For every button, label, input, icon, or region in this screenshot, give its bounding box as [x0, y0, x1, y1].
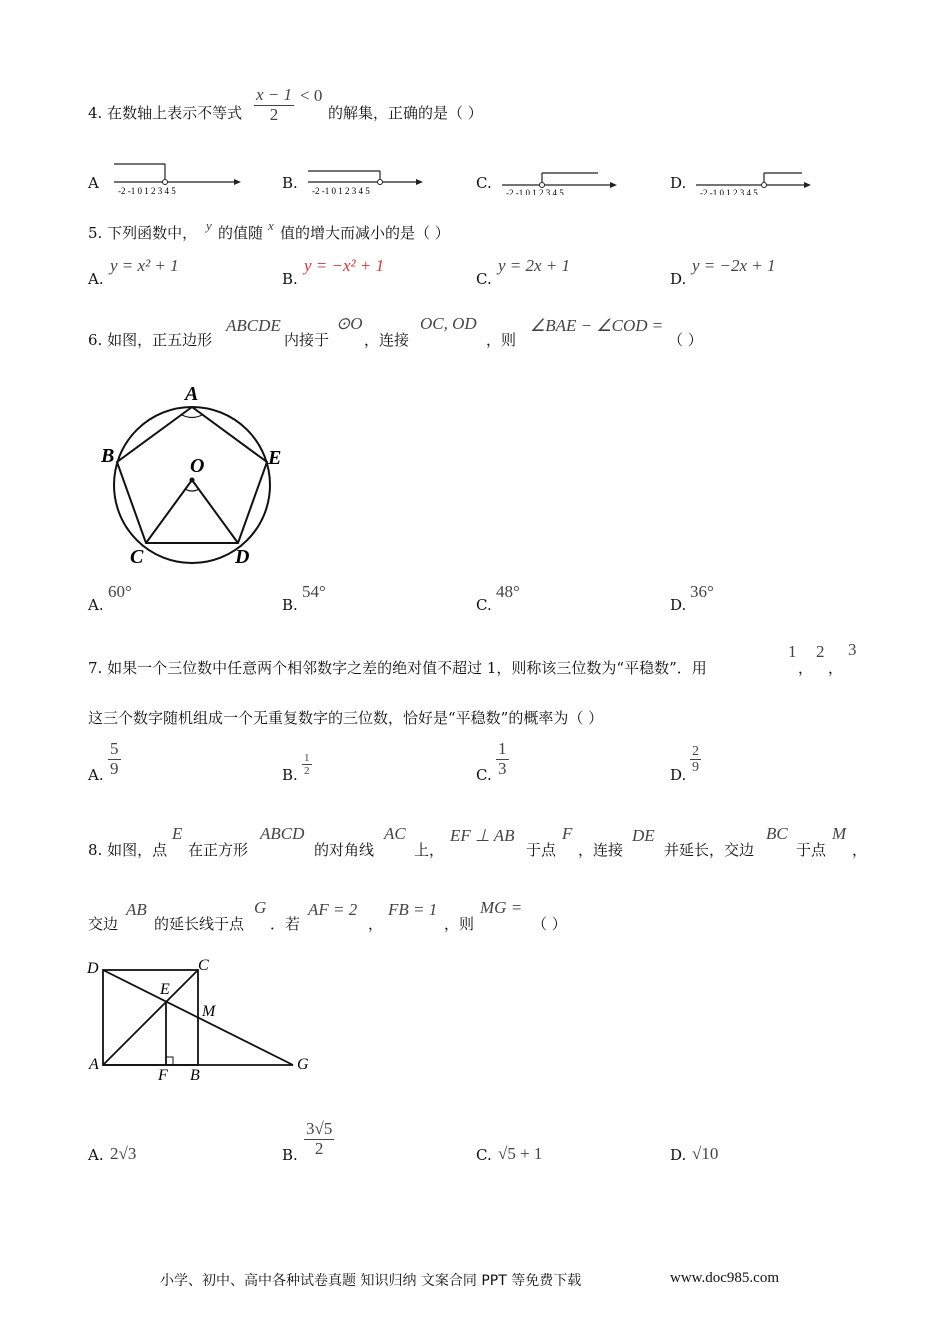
- q4-inequality: < 0: [300, 86, 323, 105]
- sq-label-B: B: [190, 1067, 200, 1084]
- q7-option-d-label: D.: [670, 766, 687, 784]
- label-C: C: [130, 546, 144, 568]
- q7-option-c-label: C.: [476, 766, 492, 784]
- question-7: [88, 640, 878, 730]
- q8-s3: 的对角线: [314, 841, 375, 859]
- q8-s5: 于点: [526, 841, 557, 859]
- q7-option-a[interactable]: [88, 740, 268, 784]
- q5-option-d-expr: y = −2x + 1: [692, 256, 776, 275]
- q5-var-y: y: [206, 218, 212, 233]
- q8-s8: 于点: [796, 841, 827, 859]
- sq-label-G: G: [297, 1056, 309, 1073]
- question-6: [88, 312, 888, 352]
- q7-option-a-label: A.: [88, 766, 104, 784]
- q6-polygon: ABCDE: [226, 316, 281, 335]
- q6-option-a-label: A.: [88, 596, 104, 614]
- circumcircle: [114, 407, 270, 563]
- q8-s6: ，连接: [578, 841, 624, 859]
- ticks-a: -2 -1 0 1 2 3 4 5: [118, 186, 176, 195]
- label-E: E: [268, 447, 282, 469]
- q5-option-c-label: C.: [476, 270, 492, 288]
- q7-number-3: 3: [848, 640, 857, 659]
- label-D: D: [235, 546, 250, 568]
- footer-text: 小学、初中、高中各种试卷真题 知识归纳 文案合同 PPT 等免费下载: [160, 1273, 582, 1289]
- q7-option-c[interactable]: [476, 740, 656, 784]
- number-line-c: [498, 155, 648, 195]
- q7-number-2: 2: [816, 642, 825, 661]
- q8-t3: ．若: [270, 915, 301, 933]
- q8-t4: ，: [368, 915, 384, 933]
- pentagon-figure: [95, 378, 305, 573]
- q6-circle: ⊙O: [336, 314, 363, 333]
- q8-perp: EF ⊥ AB: [450, 826, 515, 845]
- q8-s1: 8. 如图，点: [88, 841, 168, 859]
- q8-FB: FB = 1: [388, 900, 438, 919]
- q4-frac-den: 2: [269, 104, 279, 124]
- q6-option-b-value: 54°: [302, 582, 326, 601]
- q8-t5: ，则: [444, 915, 475, 933]
- q8-option-b-den: 2: [314, 1138, 324, 1158]
- footer-url[interactable]: www.doc985.com: [670, 1270, 780, 1286]
- q8-AF: AF = 2: [308, 900, 358, 919]
- q4-option-a-label: A: [88, 174, 99, 192]
- q8-AC: AC: [384, 824, 406, 843]
- q8-square: ABCD: [260, 824, 305, 843]
- q4-option-b-label: B.: [282, 174, 298, 192]
- number-line-b: [304, 155, 454, 195]
- q5-option-b-expr: y = −x² + 1: [304, 256, 385, 275]
- q6-stem-e: （ ）: [668, 331, 703, 349]
- q8-option-d-label: D.: [670, 1146, 687, 1164]
- q5-stem-c: 值的增大而减小的是（ ）: [280, 224, 450, 242]
- label-A: A: [185, 383, 199, 405]
- q5-option-a-label: A.: [88, 270, 104, 288]
- q8-E: E: [172, 824, 183, 843]
- q8-option-d-expr: √10: [692, 1144, 719, 1163]
- sq-label-D: D: [87, 960, 99, 977]
- number-line-a: [110, 155, 260, 195]
- q8-G: G: [254, 898, 267, 917]
- q5-option-d[interactable]: [670, 256, 850, 290]
- q8-F: F: [562, 824, 573, 843]
- q8-MG: MG =: [480, 898, 523, 917]
- label-B: B: [101, 445, 115, 467]
- q7-option-b-label: B.: [282, 766, 298, 784]
- q8-option-b[interactable]: [282, 1120, 462, 1170]
- q8-option-d[interactable]: [670, 1120, 850, 1170]
- q8-option-a[interactable]: [88, 1120, 268, 1170]
- q7-option-c-num: 1: [498, 739, 507, 758]
- q6-option-b-label: B.: [282, 596, 298, 614]
- number-line-d: [692, 155, 842, 195]
- label-O: O: [190, 455, 205, 477]
- sq-label-E: E: [160, 981, 170, 998]
- q8-option-b-num: 3√5: [306, 1119, 333, 1138]
- q8-t2: 的延长线于点: [154, 915, 245, 933]
- q7-option-d-num: 2: [692, 744, 699, 759]
- q7-option-b-num: 1: [304, 752, 310, 764]
- q4-option-c[interactable]: [476, 155, 646, 195]
- q4-fraction: [254, 86, 294, 124]
- q5-stem-b: 的值随: [218, 224, 264, 242]
- q7-option-c-den: 3: [498, 758, 507, 778]
- q5-option-a[interactable]: [88, 256, 268, 290]
- q5-option-d-label: D.: [670, 270, 687, 288]
- q6-option-c[interactable]: [476, 582, 656, 616]
- q6-option-c-value: 48°: [496, 582, 520, 601]
- q7-option-a-num: 5: [110, 739, 119, 758]
- q5-option-b-label: B.: [282, 270, 298, 288]
- q7-option-d-den: 9: [692, 760, 699, 776]
- q8-option-c-label: C.: [476, 1146, 492, 1164]
- page-footer: [160, 1270, 840, 1292]
- q4-option-c-label: C.: [476, 174, 492, 192]
- q6-stem-c: ，连接: [364, 331, 410, 349]
- q8-DE: DE: [632, 826, 655, 845]
- q4-option-d[interactable]: [670, 155, 840, 195]
- question-8: [88, 822, 878, 932]
- q6-angle-expr: ∠BAE − ∠COD =: [530, 316, 664, 335]
- q8-t1: 交边: [88, 915, 119, 933]
- q4-stem-prefix: 4. 在数轴上表示不等式: [88, 104, 243, 122]
- q6-stem-d: ，则: [486, 331, 517, 349]
- q8-s9: ，: [852, 841, 868, 859]
- q8-AB: AB: [126, 900, 147, 919]
- q5-option-a-expr: y = x² + 1: [110, 256, 179, 275]
- q7-option-b[interactable]: [282, 740, 462, 784]
- sq-label-A: A: [89, 1056, 99, 1073]
- q6-stem-b: 内接于: [284, 331, 330, 349]
- q8-option-c[interactable]: [476, 1120, 656, 1170]
- q7-option-a-den: 9: [110, 758, 119, 778]
- q7-line1: 7. 如果一个三位数中任意两个相邻数字之差的绝对值不超过 1，则称该三位数为“平稳数”．用: [88, 659, 707, 677]
- q4-stem-suffix: 的解集，正确的是（ ）: [328, 104, 483, 122]
- q7-number-1: 1: [788, 642, 797, 661]
- q5-option-b[interactable]: [282, 256, 462, 290]
- q6-option-b[interactable]: [282, 582, 462, 616]
- q6-option-d-label: D.: [670, 596, 687, 614]
- q7-sep-1: ，: [798, 659, 814, 677]
- q6-option-c-label: C.: [476, 596, 492, 614]
- q8-option-b-label: B.: [282, 1146, 298, 1164]
- square-figure: [85, 952, 325, 1087]
- q8-BC: BC: [766, 824, 788, 843]
- ticks-c: -2 -1 0 1 2 3 4 5: [506, 188, 564, 195]
- q4-option-b[interactable]: [282, 155, 452, 195]
- q8-s2: 在正方形: [188, 841, 249, 859]
- q7-sep-2: ，: [828, 659, 844, 677]
- q8-option-a-label: A.: [88, 1146, 104, 1164]
- q6-segments: OC, OD: [420, 314, 477, 333]
- q7-option-d[interactable]: [670, 740, 850, 784]
- q6-stem-a: 6. 如图，正五边形: [88, 331, 213, 349]
- q5-stem-a: 5. 下列函数中，: [88, 224, 198, 242]
- q8-t6: （ ）: [532, 915, 567, 933]
- q7-line2: 这三个数字随机组成一个无重复数字的三位数，恰好是“平稳数”的概率为（ ）: [88, 709, 604, 727]
- q5-option-c-expr: y = 2x + 1: [498, 256, 571, 275]
- q4-option-d-label: D.: [670, 174, 687, 192]
- sq-label-C: C: [198, 957, 209, 974]
- q6-option-d[interactable]: [670, 582, 850, 616]
- q8-option-c-expr: √5 + 1: [498, 1144, 543, 1163]
- q8-M: M: [832, 824, 847, 843]
- ticks-b: -2 -1 0 1 2 3 4 5: [312, 186, 370, 195]
- q5-option-c[interactable]: [476, 256, 656, 290]
- q8-option-a-expr: 2√3: [110, 1144, 137, 1163]
- sq-label-F: F: [158, 1067, 168, 1084]
- q5-var-x: x: [268, 218, 274, 233]
- q6-option-a[interactable]: [88, 582, 268, 616]
- sq-label-M: M: [202, 1003, 216, 1020]
- q4-option-a[interactable]: [88, 155, 258, 195]
- q6-option-a-value: 60°: [108, 582, 132, 601]
- q6-option-d-value: 36°: [690, 582, 714, 601]
- q8-s7: 并延长，交边: [664, 841, 755, 859]
- q4-frac-num: x − 1: [256, 85, 293, 104]
- q7-option-b-den: 2: [304, 765, 310, 778]
- q8-s4: 上，: [414, 841, 445, 859]
- ticks-d: -2 -1 0 1 2 3 4 5: [700, 188, 758, 195]
